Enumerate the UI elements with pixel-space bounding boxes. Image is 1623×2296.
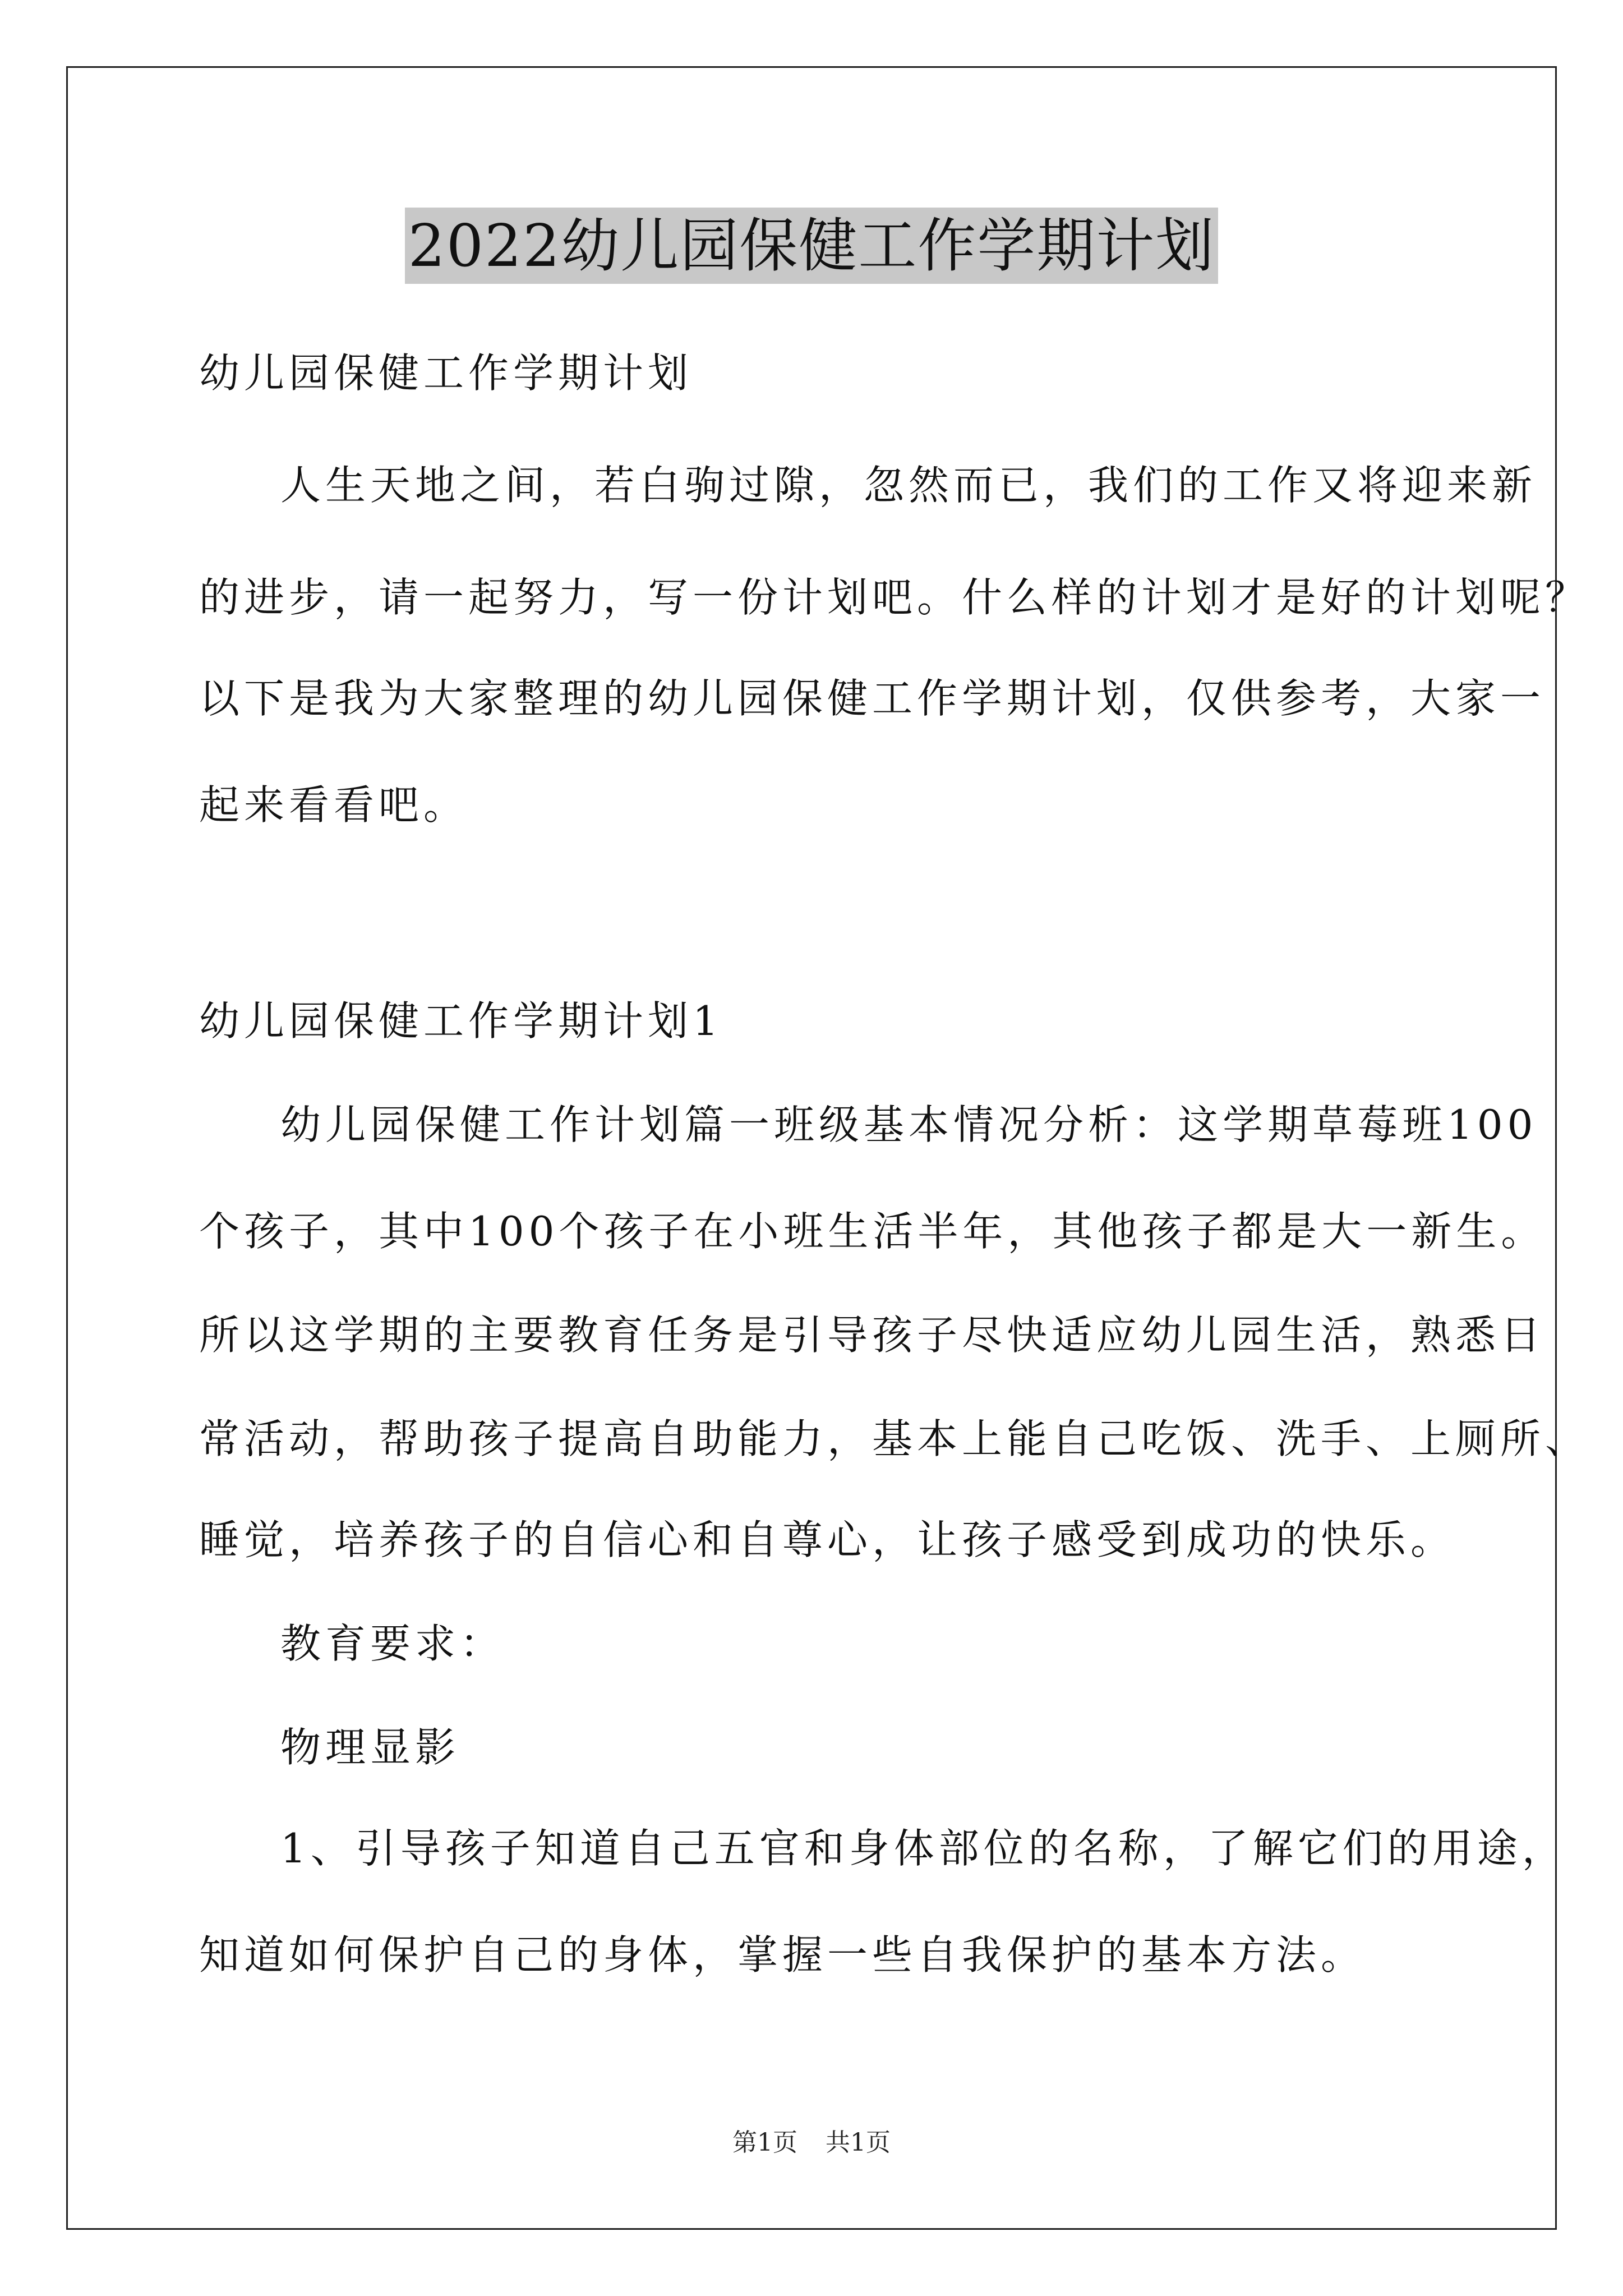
page-footer bbox=[0, 2126, 1623, 2160]
paragraph-line: 人生天地之间，若白驹过隙，忽然而已，我们的工作又将迎来新 bbox=[280, 462, 1537, 509]
subheading: 幼儿园保健工作学期计划 bbox=[199, 349, 693, 397]
paragraph-line: 教育要求： bbox=[280, 1620, 505, 1667]
paragraph-line: 常活动，帮助孩子提高自助能力，基本上能自己吃饭、洗手、上厕所、 bbox=[199, 1415, 1590, 1462]
title-container bbox=[0, 208, 1623, 284]
paragraph-line: 物理显影 bbox=[280, 1724, 460, 1771]
paragraph-line: 个孩子，其中100个孩子在小班生活半年，其他孩子都是大一新生。 bbox=[199, 1208, 1546, 1255]
page-total: 共1页 bbox=[826, 2128, 891, 2157]
document-title: 2022幼儿园保健工作学期计划 bbox=[405, 208, 1219, 284]
paragraph-line: 所以这学期的主要教育任务是引导孩子尽快适应幼儿园生活，熟悉日 bbox=[199, 1312, 1546, 1359]
paragraph-line: 的进步，请一起努力，写一份计划吧。什么样的计划才是好的计划呢？ bbox=[199, 574, 1590, 621]
paragraph-line: 知道如何保护自己的身体，掌握一些自我保护的基本方法。 bbox=[199, 1931, 1366, 1978]
paragraph-line: 睡觉，培养孩子的自信心和自尊心，让孩子感受到成功的快乐。 bbox=[199, 1516, 1456, 1563]
section-heading: 幼儿园保健工作学期计划1 bbox=[199, 997, 723, 1045]
paragraph-line: 起来看看吧。 bbox=[199, 781, 469, 829]
page-current: 第1页 bbox=[732, 2128, 797, 2157]
paragraph-line: 以下是我为大家整理的幼儿园保健工作学期计划，仅供参考，大家一 bbox=[199, 675, 1546, 722]
paragraph-line: 1、引导孩子知道自己五官和身体部位的名称，了解它们的用途， bbox=[280, 1825, 1567, 1872]
paragraph-line: 幼儿园保健工作计划篇一班级基本情况分析：这学期草莓班100 bbox=[280, 1101, 1538, 1148]
